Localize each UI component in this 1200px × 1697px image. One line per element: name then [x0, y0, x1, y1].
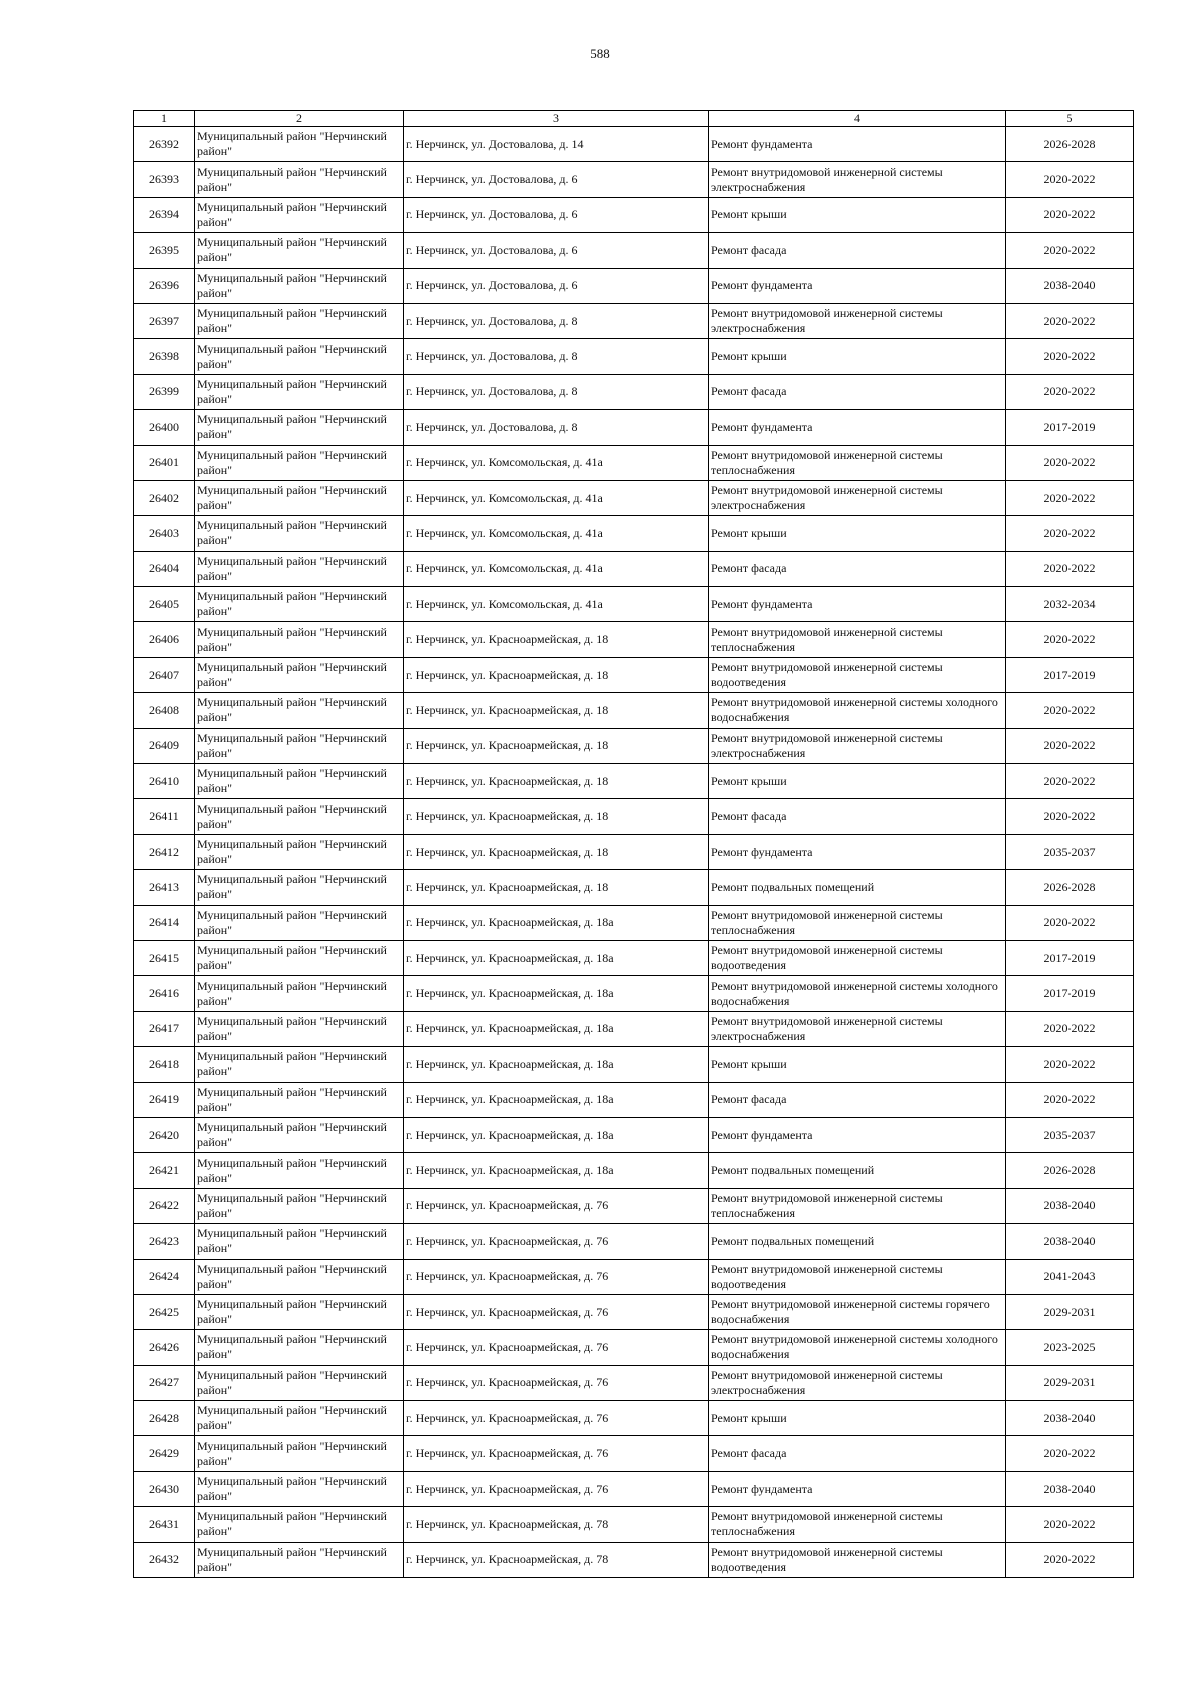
cell-address: г. Нерчинск, ул. Достовалова, д. 8: [404, 303, 709, 338]
cell-work-type: Ремонт внутридомовой инженерной системы электроснабжения: [709, 303, 1006, 338]
cell-municipality: Муниципальный район "Нерчинский район": [195, 1011, 404, 1046]
column-header-4: 4: [709, 111, 1006, 127]
cell-municipality: Муниципальный район "Нерчинский район": [195, 976, 404, 1011]
cell-address: г. Нерчинск, ул. Красноармейская, д. 18а: [404, 1153, 709, 1188]
table-row: [134, 1082, 1134, 1117]
cell-municipality: Муниципальный район "Нерчинский район": [195, 233, 404, 268]
cell-work-type: Ремонт внутридомовой инженерной системы теплоснабжения: [709, 905, 1006, 940]
table-row: [134, 1117, 1134, 1152]
cell-municipality: Муниципальный район "Нерчинский район": [195, 1401, 404, 1436]
cell-period: 2038-2040: [1006, 1401, 1134, 1436]
cell-work-type: Ремонт внутридомовой инженерной системы холодного водоснабжения: [709, 976, 1006, 1011]
cell-work-type: Ремонт фундамента: [709, 1471, 1006, 1506]
table-row: [134, 1047, 1134, 1082]
column-header-5: 5: [1006, 111, 1134, 127]
table-row: [134, 268, 1134, 303]
cell-work-type: Ремонт внутридомовой инженерной системы холодного водоснабжения: [709, 693, 1006, 728]
cell-period: 2023-2025: [1006, 1330, 1134, 1365]
cell-work-type: Ремонт внутридомовой инженерной системы теплоснабжения: [709, 1188, 1006, 1223]
cell-municipality: Муниципальный район "Нерчинский район": [195, 870, 404, 905]
cell-municipality: Муниципальный район "Нерчинский район": [195, 764, 404, 799]
cell-row-number: 26407: [134, 657, 195, 692]
cell-work-type: Ремонт фасада: [709, 233, 1006, 268]
table-row: [134, 799, 1134, 834]
cell-row-number: 26408: [134, 693, 195, 728]
cell-address: г. Нерчинск, ул. Красноармейская, д. 18: [404, 622, 709, 657]
table-row: [134, 587, 1134, 622]
cell-work-type: Ремонт фундамента: [709, 410, 1006, 445]
cell-work-type: Ремонт подвальных помещений: [709, 870, 1006, 905]
cell-municipality: Муниципальный район "Нерчинский район": [195, 516, 404, 551]
cell-row-number: 26409: [134, 728, 195, 763]
cell-row-number: 26430: [134, 1471, 195, 1506]
table-row: [134, 622, 1134, 657]
cell-row-number: 26402: [134, 480, 195, 515]
cell-address: г. Нерчинск, ул. Красноармейская, д. 18а: [404, 1082, 709, 1117]
table-row: [134, 940, 1134, 975]
cell-address: г. Нерчинск, ул. Достовалова, д. 6: [404, 197, 709, 232]
cell-municipality: Муниципальный район "Нерчинский район": [195, 1117, 404, 1152]
cell-row-number: 26397: [134, 303, 195, 338]
cell-row-number: 26404: [134, 551, 195, 586]
cell-municipality: Муниципальный район "Нерчинский район": [195, 693, 404, 728]
column-header-3: 3: [404, 111, 709, 127]
page-number: 588: [590, 46, 610, 61]
cell-address: г. Нерчинск, ул. Красноармейская, д. 78: [404, 1507, 709, 1542]
cell-period: 2020-2022: [1006, 1011, 1134, 1046]
cell-work-type: Ремонт фундамента: [709, 1117, 1006, 1152]
cell-row-number: 26421: [134, 1153, 195, 1188]
table-row: [134, 976, 1134, 1011]
cell-address: г. Нерчинск, ул. Достовалова, д. 8: [404, 339, 709, 374]
cell-address: г. Нерчинск, ул. Красноармейская, д. 18: [404, 657, 709, 692]
cell-work-type: Ремонт внутридомовой инженерной системы водоотведения: [709, 1259, 1006, 1294]
cell-work-type: Ремонт внутридомовой инженерной системы горячего водоснабжения: [709, 1294, 1006, 1329]
cell-address: г. Нерчинск, ул. Красноармейская, д. 76: [404, 1330, 709, 1365]
cell-address: г. Нерчинск, ул. Достовалова, д. 8: [404, 374, 709, 409]
cell-period: 2038-2040: [1006, 1224, 1134, 1259]
table-row: [134, 480, 1134, 515]
cell-row-number: 26396: [134, 268, 195, 303]
table-row: [134, 657, 1134, 692]
cell-work-type: Ремонт крыши: [709, 1047, 1006, 1082]
cell-work-type: Ремонт крыши: [709, 1401, 1006, 1436]
table-row: [134, 1365, 1134, 1400]
cell-address: г. Нерчинск, ул. Комсомольская, д. 41а: [404, 551, 709, 586]
table-row: [134, 1224, 1134, 1259]
cell-work-type: Ремонт подвальных помещений: [709, 1153, 1006, 1188]
cell-period: 2038-2040: [1006, 1188, 1134, 1223]
cell-address: г. Нерчинск, ул. Достовалова, д. 6: [404, 268, 709, 303]
cell-work-type: Ремонт внутридомовой инженерной системы водоотведения: [709, 1542, 1006, 1577]
cell-municipality: Муниципальный район "Нерчинский район": [195, 410, 404, 445]
cell-period: 2026-2028: [1006, 870, 1134, 905]
cell-row-number: 26413: [134, 870, 195, 905]
cell-municipality: Муниципальный район "Нерчинский район": [195, 1047, 404, 1082]
cell-municipality: Муниципальный район "Нерчинский район": [195, 1294, 404, 1329]
cell-period: 2020-2022: [1006, 516, 1134, 551]
cell-work-type: Ремонт крыши: [709, 197, 1006, 232]
table-body: [134, 127, 1134, 1578]
table-row: [134, 233, 1134, 268]
cell-row-number: 26411: [134, 799, 195, 834]
cell-work-type: Ремонт фундамента: [709, 127, 1006, 162]
cell-municipality: Муниципальный район "Нерчинский район": [195, 622, 404, 657]
cell-period: 2017-2019: [1006, 940, 1134, 975]
cell-period: 2041-2043: [1006, 1259, 1134, 1294]
cell-row-number: 26395: [134, 233, 195, 268]
registry-table: [133, 110, 1134, 1578]
cell-row-number: 26414: [134, 905, 195, 940]
cell-row-number: 26431: [134, 1507, 195, 1542]
cell-row-number: 26394: [134, 197, 195, 232]
cell-address: г. Нерчинск, ул. Красноармейская, д. 18: [404, 693, 709, 728]
cell-row-number: 26429: [134, 1436, 195, 1471]
cell-period: 2020-2022: [1006, 764, 1134, 799]
cell-address: г. Нерчинск, ул. Красноармейская, д. 76: [404, 1365, 709, 1400]
cell-work-type: Ремонт внутридомовой инженерной системы электроснабжения: [709, 480, 1006, 515]
cell-row-number: 26412: [134, 834, 195, 869]
cell-row-number: 26416: [134, 976, 195, 1011]
cell-work-type: Ремонт фасада: [709, 799, 1006, 834]
cell-work-type: Ремонт внутридомовой инженерной системы электроснабжения: [709, 1011, 1006, 1046]
cell-address: г. Нерчинск, ул. Красноармейская, д. 76: [404, 1401, 709, 1436]
cell-period: 2020-2022: [1006, 197, 1134, 232]
table-row: [134, 516, 1134, 551]
table-row: [134, 1542, 1134, 1577]
cell-work-type: Ремонт фасада: [709, 551, 1006, 586]
cell-period: 2020-2022: [1006, 905, 1134, 940]
cell-row-number: 26427: [134, 1365, 195, 1400]
table-row: [134, 197, 1134, 232]
cell-address: г. Нерчинск, ул. Красноармейская, д. 76: [404, 1188, 709, 1223]
cell-address: г. Нерчинск, ул. Красноармейская, д. 18: [404, 834, 709, 869]
cell-municipality: Муниципальный район "Нерчинский район": [195, 268, 404, 303]
table-row: [134, 764, 1134, 799]
cell-row-number: 26428: [134, 1401, 195, 1436]
table-row: [134, 1330, 1134, 1365]
cell-municipality: Муниципальный район "Нерчинский район": [195, 657, 404, 692]
cell-municipality: Муниципальный район "Нерчинский район": [195, 1330, 404, 1365]
column-header-2: 2: [195, 111, 404, 127]
cell-address: г. Нерчинск, ул. Красноармейская, д. 18: [404, 764, 709, 799]
cell-row-number: 26405: [134, 587, 195, 622]
cell-municipality: Муниципальный район "Нерчинский район": [195, 1082, 404, 1117]
cell-address: г. Нерчинск, ул. Красноармейская, д. 18а: [404, 1011, 709, 1046]
cell-address: г. Нерчинск, ул. Красноармейская, д. 18а: [404, 976, 709, 1011]
cell-period: 2020-2022: [1006, 1542, 1134, 1577]
cell-address: г. Нерчинск, ул. Красноармейская, д. 78: [404, 1542, 709, 1577]
cell-work-type: Ремонт фасада: [709, 1436, 1006, 1471]
cell-period: 2020-2022: [1006, 622, 1134, 657]
cell-municipality: Муниципальный район "Нерчинский район": [195, 1365, 404, 1400]
cell-address: г. Нерчинск, ул. Комсомольская, д. 41а: [404, 587, 709, 622]
cell-row-number: 26423: [134, 1224, 195, 1259]
cell-row-number: 26418: [134, 1047, 195, 1082]
cell-work-type: Ремонт фундамента: [709, 268, 1006, 303]
cell-address: г. Нерчинск, ул. Комсомольская, д. 41а: [404, 516, 709, 551]
cell-work-type: Ремонт внутридомовой инженерной системы теплоснабжения: [709, 445, 1006, 480]
cell-address: г. Нерчинск, ул. Красноармейская, д. 18а: [404, 905, 709, 940]
cell-municipality: Муниципальный район "Нерчинский район": [195, 339, 404, 374]
table-row: [134, 339, 1134, 374]
cell-address: г. Нерчинск, ул. Комсомольская, д. 41а: [404, 445, 709, 480]
cell-period: 2020-2022: [1006, 728, 1134, 763]
cell-row-number: 26392: [134, 127, 195, 162]
cell-municipality: Муниципальный район "Нерчинский район": [195, 1507, 404, 1542]
cell-municipality: Муниципальный район "Нерчинский район": [195, 480, 404, 515]
cell-row-number: 26399: [134, 374, 195, 409]
cell-address: г. Нерчинск, ул. Достовалова, д. 14: [404, 127, 709, 162]
cell-work-type: Ремонт крыши: [709, 339, 1006, 374]
table-row: [134, 1153, 1134, 1188]
cell-row-number: 26403: [134, 516, 195, 551]
cell-period: 2020-2022: [1006, 1507, 1134, 1542]
cell-period: 2029-2031: [1006, 1294, 1134, 1329]
column-header-1: 1: [134, 111, 195, 127]
cell-row-number: 26424: [134, 1259, 195, 1294]
table-row: [134, 374, 1134, 409]
cell-period: 2020-2022: [1006, 303, 1134, 338]
cell-municipality: Муниципальный район "Нерчинский район": [195, 728, 404, 763]
cell-address: г. Нерчинск, ул. Красноармейская, д. 18а: [404, 940, 709, 975]
cell-period: 2026-2028: [1006, 1153, 1134, 1188]
cell-row-number: 26401: [134, 445, 195, 480]
table-row: [134, 1011, 1134, 1046]
cell-period: 2017-2019: [1006, 657, 1134, 692]
table-row: [134, 127, 1134, 162]
cell-address: г. Нерчинск, ул. Достовалова, д. 8: [404, 410, 709, 445]
cell-work-type: Ремонт крыши: [709, 764, 1006, 799]
cell-address: г. Нерчинск, ул. Красноармейская, д. 76: [404, 1471, 709, 1506]
cell-period: 2020-2022: [1006, 233, 1134, 268]
table-row: [134, 1259, 1134, 1294]
cell-period: 2020-2022: [1006, 339, 1134, 374]
cell-municipality: Муниципальный район "Нерчинский район": [195, 587, 404, 622]
cell-work-type: Ремонт фасада: [709, 374, 1006, 409]
table-row: [134, 1401, 1134, 1436]
cell-address: г. Нерчинск, ул. Красноармейская, д. 76: [404, 1294, 709, 1329]
cell-period: 2020-2022: [1006, 1047, 1134, 1082]
cell-period: 2035-2037: [1006, 1117, 1134, 1152]
cell-row-number: 26420: [134, 1117, 195, 1152]
cell-municipality: Муниципальный район "Нерчинский район": [195, 445, 404, 480]
cell-municipality: Муниципальный район "Нерчинский район": [195, 1188, 404, 1223]
cell-row-number: 26419: [134, 1082, 195, 1117]
cell-work-type: Ремонт внутридомовой инженерной системы теплоснабжения: [709, 1507, 1006, 1542]
table-row: [134, 1507, 1134, 1542]
cell-address: г. Нерчинск, ул. Красноармейская, д. 18а: [404, 1047, 709, 1082]
table-row: [134, 1294, 1134, 1329]
table-row: [134, 303, 1134, 338]
cell-work-type: Ремонт внутридомовой инженерной системы электроснабжения: [709, 1365, 1006, 1400]
cell-work-type: Ремонт внутридомовой инженерной системы водоотведения: [709, 657, 1006, 692]
cell-period: 2026-2028: [1006, 127, 1134, 162]
table-row: [134, 834, 1134, 869]
cell-municipality: Муниципальный район "Нерчинский район": [195, 162, 404, 197]
cell-row-number: 26417: [134, 1011, 195, 1046]
cell-work-type: Ремонт фундамента: [709, 834, 1006, 869]
cell-municipality: Муниципальный район "Нерчинский район": [195, 1542, 404, 1577]
table-row: [134, 693, 1134, 728]
table-row: [134, 1188, 1134, 1223]
cell-period: 2038-2040: [1006, 268, 1134, 303]
cell-row-number: 26393: [134, 162, 195, 197]
cell-period: 2020-2022: [1006, 693, 1134, 728]
cell-municipality: Муниципальный район "Нерчинский район": [195, 1436, 404, 1471]
cell-municipality: Муниципальный район "Нерчинский район": [195, 127, 404, 162]
cell-period: 2020-2022: [1006, 374, 1134, 409]
cell-period: 2020-2022: [1006, 551, 1134, 586]
cell-period: 2017-2019: [1006, 976, 1134, 1011]
cell-work-type: Ремонт фундамента: [709, 587, 1006, 622]
table-row: [134, 551, 1134, 586]
cell-period: 2020-2022: [1006, 480, 1134, 515]
cell-work-type: Ремонт внутридомовой инженерной системы водоотведения: [709, 940, 1006, 975]
cell-address: г. Нерчинск, ул. Красноармейская, д. 18: [404, 728, 709, 763]
cell-row-number: 26415: [134, 940, 195, 975]
cell-period: 2035-2037: [1006, 834, 1134, 869]
cell-address: г. Нерчинск, ул. Красноармейская, д. 76: [404, 1436, 709, 1471]
cell-row-number: 26425: [134, 1294, 195, 1329]
cell-municipality: Муниципальный район "Нерчинский район": [195, 1259, 404, 1294]
cell-address: г. Нерчинск, ул. Красноармейская, д. 76: [404, 1224, 709, 1259]
table-row: [134, 1436, 1134, 1471]
cell-row-number: 26410: [134, 764, 195, 799]
cell-period: 2017-2019: [1006, 410, 1134, 445]
cell-period: 2020-2022: [1006, 162, 1134, 197]
cell-row-number: 26422: [134, 1188, 195, 1223]
table-row: [134, 1471, 1134, 1506]
table-row: [134, 162, 1134, 197]
cell-period: 2032-2034: [1006, 587, 1134, 622]
table-row: [134, 445, 1134, 480]
cell-work-type: Ремонт внутридомовой инженерной системы электроснабжения: [709, 728, 1006, 763]
cell-municipality: Муниципальный район "Нерчинский район": [195, 374, 404, 409]
cell-municipality: Муниципальный район "Нерчинский район": [195, 834, 404, 869]
table-row: [134, 410, 1134, 445]
cell-address: г. Нерчинск, ул. Красноармейская, д. 76: [404, 1259, 709, 1294]
cell-address: г. Нерчинск, ул. Красноармейская, д. 18а: [404, 1117, 709, 1152]
cell-row-number: 26400: [134, 410, 195, 445]
cell-municipality: Муниципальный район "Нерчинский район": [195, 551, 404, 586]
cell-period: 2038-2040: [1006, 1471, 1134, 1506]
cell-row-number: 26398: [134, 339, 195, 374]
cell-address: г. Нерчинск, ул. Достовалова, д. 6: [404, 162, 709, 197]
cell-period: 2029-2031: [1006, 1365, 1134, 1400]
cell-address: г. Нерчинск, ул. Красноармейская, д. 18: [404, 799, 709, 834]
cell-address: г. Нерчинск, ул. Красноармейская, д. 18: [404, 870, 709, 905]
cell-address: г. Нерчинск, ул. Комсомольская, д. 41а: [404, 480, 709, 515]
cell-municipality: Муниципальный район "Нерчинский район": [195, 1224, 404, 1259]
cell-municipality: Муниципальный район "Нерчинский район": [195, 1471, 404, 1506]
cell-work-type: Ремонт внутридомовой инженерной системы холодного водоснабжения: [709, 1330, 1006, 1365]
table-row: [134, 728, 1134, 763]
table-row: [134, 905, 1134, 940]
cell-row-number: 26406: [134, 622, 195, 657]
cell-work-type: Ремонт крыши: [709, 516, 1006, 551]
table-row: [134, 870, 1134, 905]
cell-period: 2020-2022: [1006, 1436, 1134, 1471]
cell-work-type: Ремонт внутридомовой инженерной системы теплоснабжения: [709, 622, 1006, 657]
cell-row-number: 26432: [134, 1542, 195, 1577]
cell-work-type: Ремонт фасада: [709, 1082, 1006, 1117]
cell-period: 2020-2022: [1006, 445, 1134, 480]
cell-address: г. Нерчинск, ул. Достовалова, д. 6: [404, 233, 709, 268]
header-row: [134, 111, 1134, 127]
cell-period: 2020-2022: [1006, 1082, 1134, 1117]
cell-municipality: Муниципальный район "Нерчинский район": [195, 799, 404, 834]
cell-work-type: Ремонт подвальных помещений: [709, 1224, 1006, 1259]
cell-work-type: Ремонт внутридомовой инженерной системы электроснабжения: [709, 162, 1006, 197]
cell-municipality: Муниципальный район "Нерчинский район": [195, 905, 404, 940]
cell-municipality: Муниципальный район "Нерчинский район": [195, 1153, 404, 1188]
cell-municipality: Муниципальный район "Нерчинский район": [195, 303, 404, 338]
cell-municipality: Муниципальный район "Нерчинский район": [195, 197, 404, 232]
cell-period: 2020-2022: [1006, 799, 1134, 834]
cell-row-number: 26426: [134, 1330, 195, 1365]
cell-municipality: Муниципальный район "Нерчинский район": [195, 940, 404, 975]
